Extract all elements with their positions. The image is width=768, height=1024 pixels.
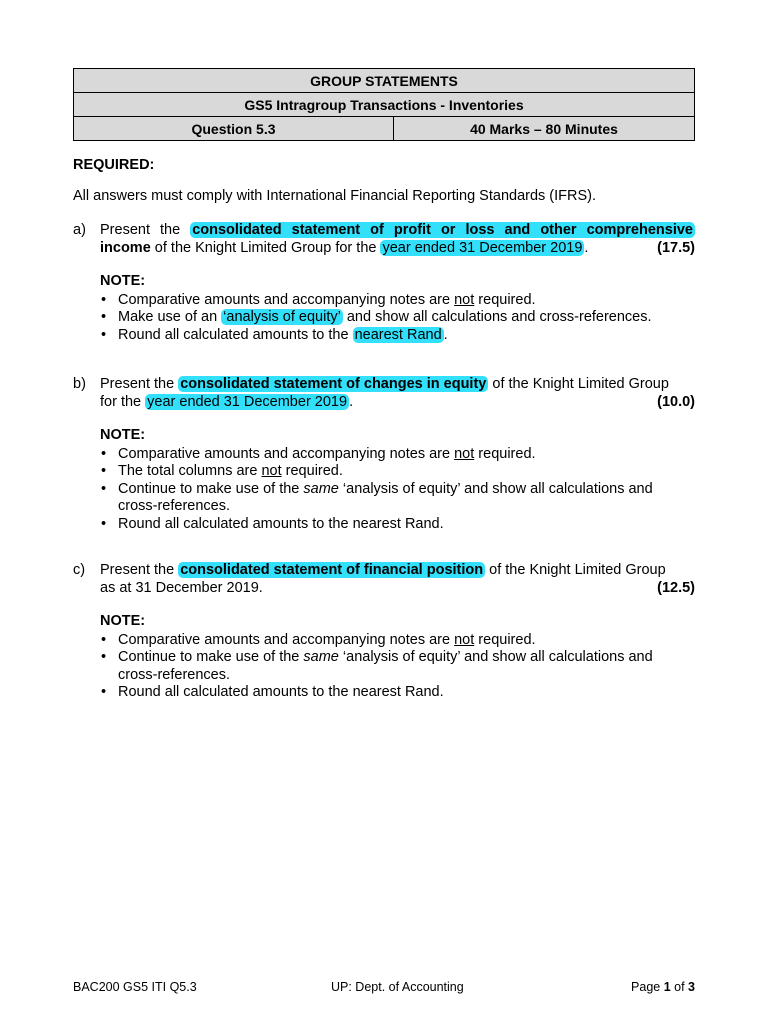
list-item: • Round all calculated amounts to the nearest Rand. — [100, 684, 695, 702]
part-c-label: c) — [73, 562, 86, 578]
list-item: • Continue to make use of the same ‘analysis of equity’ and show all calculations and cross-references. — [100, 649, 695, 684]
header-question: Question 5.3 — [74, 117, 394, 141]
highlight: year ended 31 December 2019 — [382, 239, 583, 256]
part-a-line-1: Present the consolidated statement of profit or loss and other comprehensive — [100, 222, 693, 238]
footer-department: UP: Dept. of Accounting — [331, 980, 464, 994]
part-a-label: a) — [73, 222, 86, 238]
header-subtitle: GS5 Intragroup Transactions - Inventories — [74, 93, 695, 117]
part-a-notes — [100, 292, 695, 345]
question-header-table — [73, 68, 695, 141]
intro-text: All answers must comply with International Financial Reporting Standards (IFRS). — [73, 188, 597, 204]
part-c-notes — [100, 632, 695, 702]
part-a-marks: (17.5) — [657, 239, 695, 256]
footer-course-code: BAC200 GS5 ITI Q5.3 — [73, 980, 197, 994]
part-c-note-title: NOTE: — [100, 613, 146, 629]
part-c-line-2: as at 31 December 2019. (12.5) — [100, 579, 695, 596]
required-heading: REQUIRED: — [73, 157, 155, 173]
list-item: • Comparative amounts and accompanying notes are not required. — [100, 632, 695, 650]
part-a-line-2: income of the Knight Limited Group for the year ended 31 December 2019 . (17.5) — [100, 239, 695, 256]
part-b-marks: (10.0) — [657, 393, 695, 410]
part-b-label: b) — [73, 376, 86, 392]
header-title: GROUP STATEMENTS — [74, 69, 695, 93]
highlight: year ended 31 December 2019 — [147, 393, 348, 410]
footer-page-number: Page 1 of 3 — [631, 980, 695, 994]
highlight: nearest Rand — [354, 326, 442, 343]
list-item: • Make use of an ‘analysis of equity’ and show all calculations and cross-references. — [100, 309, 695, 327]
part-c-marks: (12.5) — [657, 579, 695, 596]
part-a-note-title: NOTE: — [100, 273, 146, 289]
list-item: • Continue to make use of the same ‘analysis of equity’ and show all calculations and cross-references. — [100, 481, 695, 516]
list-item: • The total columns are not required. — [100, 463, 695, 481]
highlight: consolidated statement of changes in equity — [180, 376, 487, 392]
header-marks-time: 40 Marks – 80 Minutes — [394, 117, 695, 141]
document-page — [73, 0, 695, 1024]
part-a-body — [100, 222, 695, 344]
list-item: • Round all calculated amounts to the nearest Rand . — [100, 327, 695, 345]
part-c-line-1: Present the consolidated statement of financial position of the Knight Limited Group — [100, 562, 666, 578]
list-item: • Comparative amounts and accompanying notes are not required. — [100, 292, 695, 310]
part-b-body — [100, 376, 695, 533]
highlight: ‘analysis of equity’ — [223, 309, 341, 325]
part-b-notes — [100, 446, 695, 534]
part-b-line-2: for the year ended 31 December 2019 . (10.0) — [100, 393, 695, 410]
list-item: • Round all calculated amounts to the nearest Rand. — [100, 516, 695, 534]
part-b-line-1: Present the consolidated statement of changes in equity of the Knight Limited Group — [100, 376, 669, 392]
highlight: consolidated statement of profit or loss and other comprehensive — [192, 222, 693, 238]
list-item: • Comparative amounts and accompanying notes are not required. — [100, 446, 695, 464]
part-b-note-title: NOTE: — [100, 427, 146, 443]
part-c-body — [100, 562, 695, 702]
highlight: consolidated statement of financial position — [180, 562, 484, 578]
